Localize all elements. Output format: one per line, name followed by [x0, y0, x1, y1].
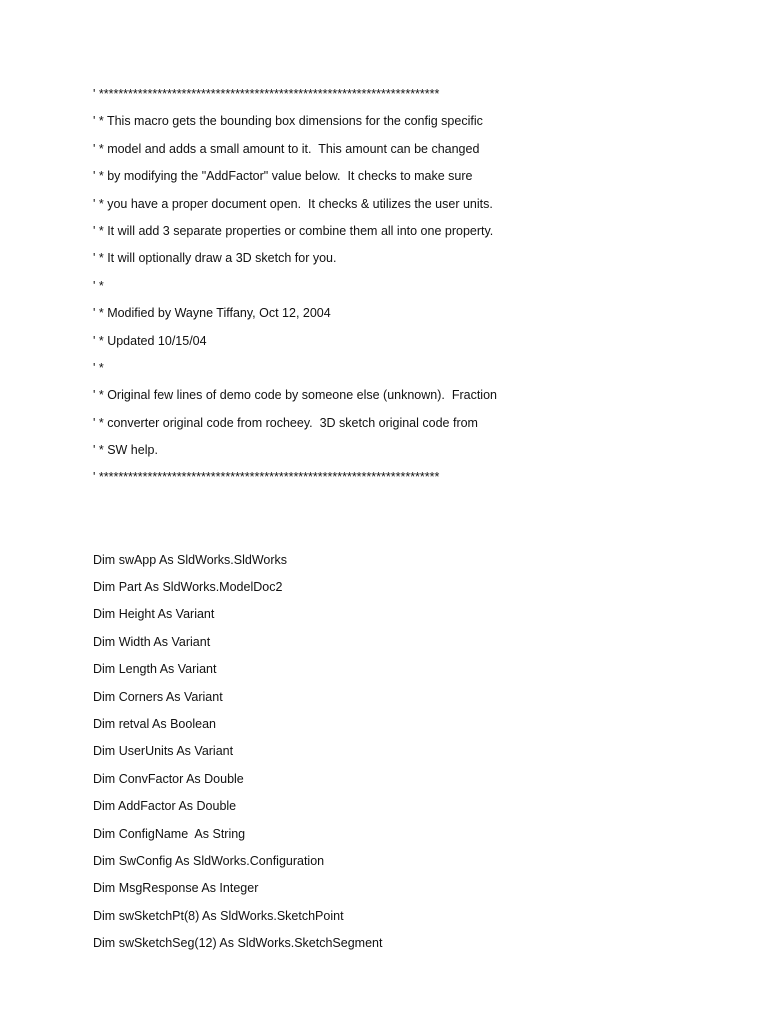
comment-line: ' **********************************************************************: [93, 470, 440, 485]
declarations-block: [93, 550, 733, 961]
comment-line: ' * SW help.: [93, 443, 158, 458]
blank-line: [93, 522, 733, 549]
declaration-line: Dim swApp As SldWorks.SldWorks: [93, 552, 288, 567]
declaration-line: Dim AddFactor As Double: [93, 799, 237, 814]
declaration-line: Dim ConfigName As String: [93, 826, 246, 841]
comment-line: ' * you have a proper document open. It checks & utilizes the user units.: [93, 196, 493, 211]
declaration-line: Dim MsgResponse As Integer: [93, 881, 259, 896]
comment-line: ' * Original few lines of demo code by someone else (unknown). Fraction: [93, 388, 497, 403]
declaration-line: Dim Height As Variant: [93, 607, 215, 622]
declaration-line: Dim UserUnits As Variant: [93, 744, 234, 759]
declaration-line: Dim retval As Boolean: [93, 716, 216, 731]
declaration-line: Dim swSketchSeg(12) As SldWorks.SketchSegment: [93, 936, 383, 951]
header-comment-block: [93, 84, 733, 495]
comment-line: ' * It will optionally draw a 3D sketch for you.: [93, 251, 337, 266]
declaration-line: Dim ConvFactor As Double: [93, 771, 244, 786]
declaration-line: Dim Width As Variant: [93, 634, 211, 649]
blank-line: [93, 495, 733, 522]
comment-line: ' * Modified by Wayne Tiffany, Oct 12, 2004: [93, 306, 331, 321]
code-listing: [93, 84, 733, 961]
declaration-line: Dim swSketchPt(8) As SldWorks.SketchPoint: [93, 908, 344, 923]
comment-line: ' *: [93, 360, 104, 375]
comment-line: ' * converter original code from rocheey. 3D sketch original code from: [93, 415, 478, 430]
comment-line: ' * by modifying the "AddFactor" value below. It checks to make sure: [93, 169, 473, 184]
declaration-line: Dim Corners As Variant: [93, 689, 223, 704]
comment-line: ' **********************************************************************: [93, 87, 440, 101]
declaration-line: Dim Length As Variant: [93, 662, 217, 677]
comment-line: ' * Updated 10/15/04: [93, 333, 207, 348]
comment-line: ' * This macro gets the bounding box dimensions for the config specific: [93, 114, 483, 129]
declaration-line: Dim SwConfig As SldWorks.Configuration: [93, 853, 325, 868]
comment-line: ' * It will add 3 separate properties or combine them all into one property.: [93, 223, 494, 238]
declaration-line: Dim Part As SldWorks.ModelDoc2: [93, 580, 283, 595]
comment-line: ' * model and adds a small amount to it. This amount can be changed: [93, 141, 480, 156]
comment-line: ' *: [93, 278, 104, 293]
